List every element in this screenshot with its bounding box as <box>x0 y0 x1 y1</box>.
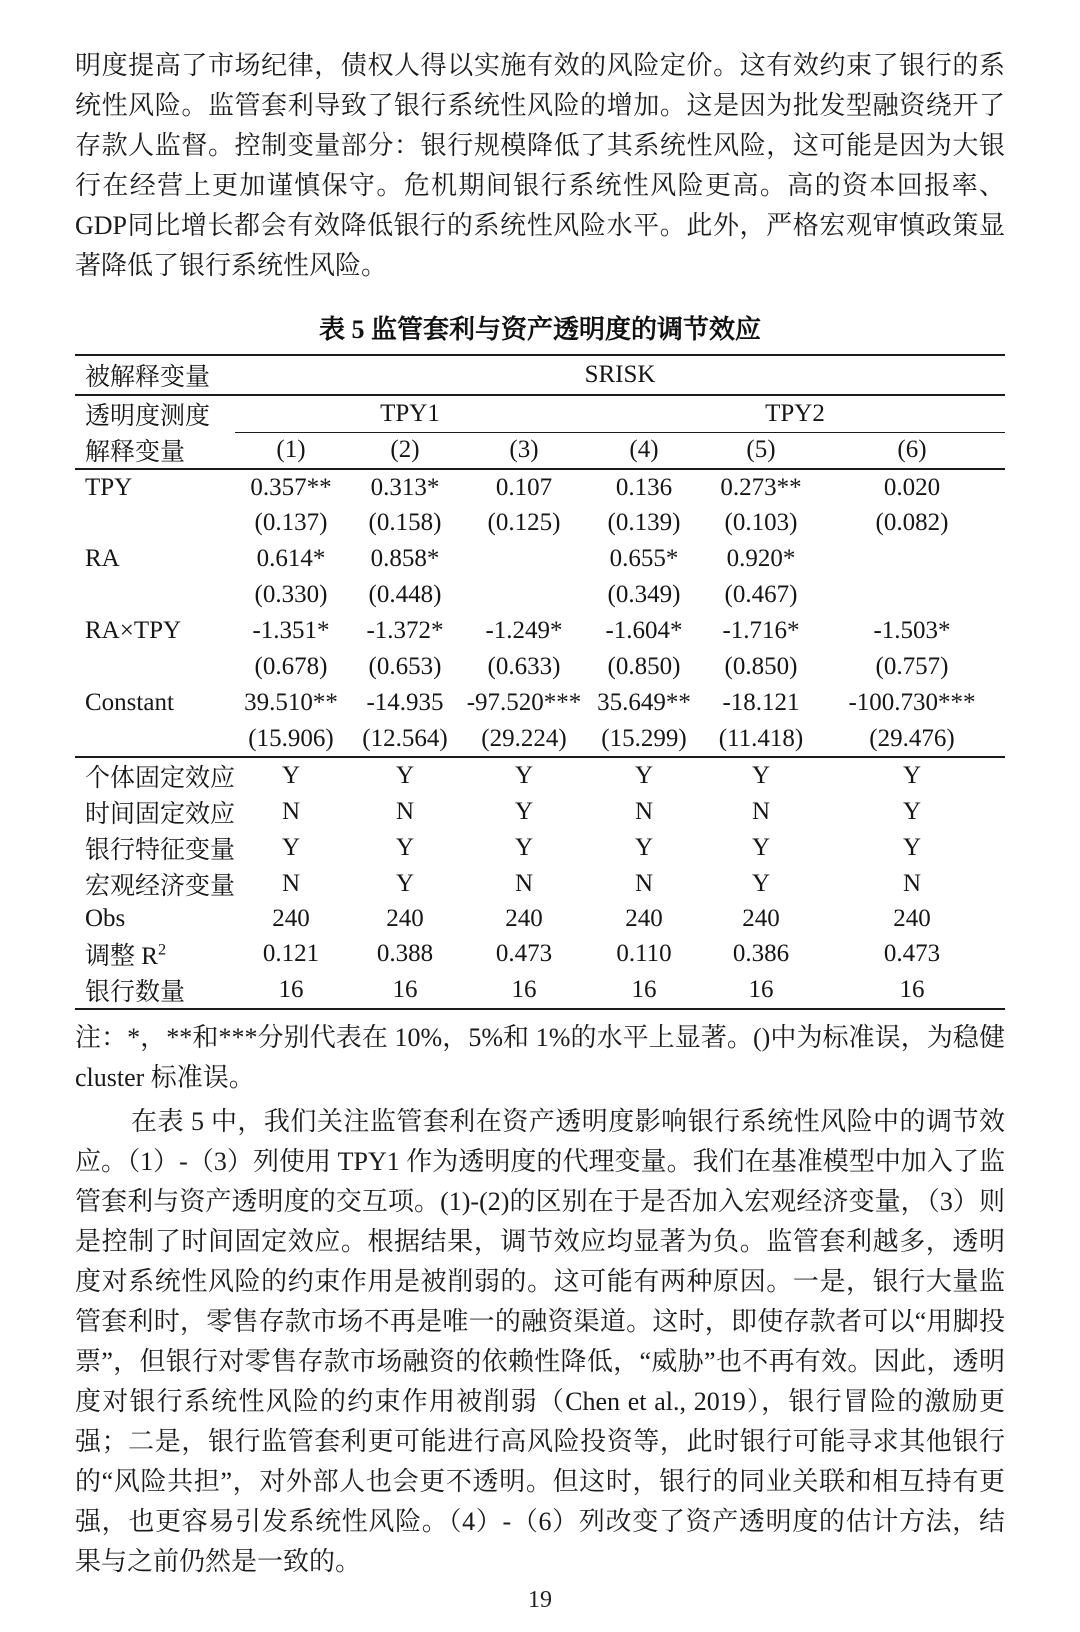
spec-cell: 240 <box>742 905 780 932</box>
stderr-cell <box>463 577 585 613</box>
stderr-cell: (0.653) <box>368 653 442 680</box>
row-label: RA×TPY <box>85 617 182 644</box>
stderr-cell: (0.467) <box>724 581 798 608</box>
stderr-cell: (0.349) <box>607 581 681 608</box>
spec-cell: N <box>634 870 654 897</box>
spec-cell: 240 <box>505 905 543 932</box>
spec-cell: 16 <box>748 976 774 1003</box>
coefficient-cell: -1.249* <box>485 617 563 644</box>
dependent-var-value: SRISK <box>235 355 1005 395</box>
measure-group-tpy2: TPY2 <box>585 395 1005 432</box>
stderr-cell: (0.678) <box>254 653 328 680</box>
coefficient-cell: -1.503* <box>873 617 951 644</box>
coefficient-cell: 0.313* <box>370 473 440 501</box>
coefficient-cell: 0.920* <box>726 545 796 572</box>
measure-label: 透明度测度 <box>85 403 211 430</box>
stderr-cell: (0.103) <box>724 509 798 536</box>
column-header: (1) <box>235 432 347 469</box>
coefficient-cell <box>819 541 1005 577</box>
column-header: (6) <box>819 432 1005 469</box>
stderr-cell: (0.330) <box>254 581 328 608</box>
stderr-cell: (0.139) <box>607 509 681 536</box>
coefficient-cell: 0.020 <box>883 473 941 501</box>
spec-cell: Y <box>514 834 534 861</box>
coefficient-cell: 0.858* <box>370 545 440 572</box>
stderr-row <box>75 721 1005 757</box>
spec-cell: 0.388 <box>376 940 434 967</box>
stderr-cell: (15.906) <box>248 724 334 752</box>
spec-cell: Y <box>395 870 415 897</box>
spec-row <box>75 866 1005 902</box>
row-label: 银行数量 <box>85 979 186 1006</box>
spec-cell: N <box>634 798 654 825</box>
spec-cell: 0.110 <box>616 940 672 967</box>
table-body <box>75 469 1005 1009</box>
stderr-cell <box>819 577 1005 613</box>
stderr-cell: (0.850) <box>607 653 681 680</box>
coefficient-cell: 0.357** <box>250 473 332 501</box>
spec-cell: 240 <box>272 905 310 932</box>
spec-row <box>75 830 1005 866</box>
column-header: (5) <box>703 432 819 469</box>
spec-cell: 0.473 <box>883 940 941 967</box>
row-label: Constant <box>85 689 174 716</box>
row-label: 调整 $R^2$ <box>85 940 167 970</box>
spec-cell: Y <box>235 757 347 794</box>
row-label <box>75 577 235 613</box>
coefficient-row <box>75 541 1005 577</box>
spec-cell: 0.386 <box>732 940 790 967</box>
coefficient-cell: -100.730*** <box>848 689 976 716</box>
coefficient-cell: -1.372* <box>366 617 444 644</box>
row-label: 宏观经济变量 <box>85 873 236 900</box>
stderr-cell: (15.299) <box>601 724 687 752</box>
spec-cell: 240 <box>893 905 931 932</box>
row-label <box>75 721 235 757</box>
coefficient-cell: 39.510** <box>244 689 338 716</box>
spec-cell: 16 <box>631 976 657 1003</box>
coefficient-cell: -18.121 <box>722 689 800 716</box>
spec-cell: 16 <box>511 976 537 1003</box>
spec-cell: Y <box>703 757 819 794</box>
coefficient-cell: 0.273** <box>720 473 802 501</box>
table-header-measure-row <box>75 395 1005 432</box>
column-header: (4) <box>585 432 703 469</box>
spec-cell: N <box>902 870 922 897</box>
coefficient-row <box>75 685 1005 721</box>
dependent-var-label: 被解释变量 <box>75 355 235 395</box>
spec-cell: Y <box>902 798 922 825</box>
spec-cell: 16 <box>392 976 418 1003</box>
stderr-cell: (0.137) <box>254 509 328 536</box>
spec-cell: 0.121 <box>262 940 320 967</box>
column-header: (2) <box>347 432 463 469</box>
spec-cell: Y <box>819 757 1005 794</box>
spec-row <box>75 794 1005 830</box>
coefficient-cell: 0.614* <box>256 545 326 572</box>
table-header-columns-row <box>75 432 1005 469</box>
spec-cell: Y <box>585 757 703 794</box>
stderr-cell: (0.448) <box>368 581 442 608</box>
spec-cell: N <box>751 798 771 825</box>
row-label: 银行特征变量 <box>85 837 236 864</box>
row-label: Obs <box>85 905 126 932</box>
coefficient-cell: -1.604* <box>605 617 683 644</box>
spec-row <box>75 972 1005 1009</box>
row-label: 个体固定效应 <box>75 757 235 794</box>
stderr-cell: (0.850) <box>724 653 798 680</box>
stderr-row <box>75 505 1005 541</box>
stderr-cell: (0.125) <box>487 509 561 536</box>
paragraph-top: 明度提高了市场纪律，债权人得以实施有效的风险定价。这有效约束了银行的系统性风险。监管套利导致了银行系统性风险的增加。这是因为批发型融资绕开了存款人监督。控制变量部分：银行规模降低了其系统性风险，这可能是因为大银行在经营上更加谨慎保守。危机期间银行系统性风险更高。高的资本回报率、GDP同比增长都会有效降低银行的系统性风险水平。此外，严格宏观审慎政策显著降低了银行系统性风险。 <box>75 51 1005 280</box>
stderr-cell: (0.757) <box>875 653 949 680</box>
spec-cell: 16 <box>899 976 925 1003</box>
spec-cell: N <box>281 798 301 825</box>
stderr-cell: (0.082) <box>875 509 949 536</box>
stderr-cell: (11.418) <box>718 724 804 752</box>
coefficient-cell: -97.520*** <box>466 689 582 716</box>
coefficient-cell: 0.107 <box>495 473 553 501</box>
row-label <box>75 505 235 541</box>
coefficient-cell <box>463 541 585 577</box>
spec-cell: Y <box>751 870 771 897</box>
stderr-cell: (12.564) <box>362 724 448 752</box>
spec-cell: Y <box>634 834 654 861</box>
stderr-row <box>75 577 1005 613</box>
spec-cell: 240 <box>386 905 424 932</box>
coefficient-cell: -1.716* <box>722 617 800 644</box>
stderr-cell: (0.633) <box>487 653 561 680</box>
coefficient-cell: 35.649** <box>597 689 691 716</box>
paragraph-discussion: 在表 5 中，我们关注监管套利在资产透明度影响银行系统性风险中的调节效应。（1）-（3）列使用 TPY1 作为透明度的代理变量。我们在基准模型中加入了监管套利与资产透明度的交互项。(1)-(2)的区别在于是否加入宏观经济变量，（3）则是控制了时间固定效应。根据结果，调节效应均显著为负。监管套利越多，透明度对系统性风险的约束作用是被削弱的。这可能有两种原因。一是，银行大量监管套利时，零售存款市场不再是唯一的融资渠道。这时，即使存款者可以“用脚投票”，但银行对零售存款市场融资的依赖性降低，“威胁”也不再有效。因此，透明度对银行系统性风险的约束作用被削弱（Chen et al., 2019），银行冒险的激励更强；二是，银行监管套利更可能进行高风险投资等，此时银行可能寻求其他银行的“风险共担”，对外部人也会更不透明。但这时，银行的同业关联和相互持有更强，也更容易引发系统性风险。（4）-（6）列改变了资产透明度的估计方法，结果与之前仍然是一致的。 <box>75 1107 1005 1576</box>
spec-cell: N <box>514 870 534 897</box>
spec-cell: 16 <box>278 976 304 1003</box>
spec-cell: Y <box>395 834 415 861</box>
explanatory-var-label: 解释变量 <box>75 432 235 469</box>
coefficient-cell: -14.935 <box>366 689 444 716</box>
spec-cell: Y <box>902 834 922 861</box>
spec-cell: 0.473 <box>495 940 553 967</box>
coefficient-cell: 0.136 <box>615 473 673 501</box>
spec-cell: 240 <box>625 905 663 932</box>
spec-cell: N <box>281 870 301 897</box>
coefficient-cell: 0.655* <box>609 545 679 572</box>
regression-table <box>75 354 1005 1010</box>
spec-cell: Y <box>347 757 463 794</box>
table-title: 表 5 监管套利与资产透明度的调节效应 <box>318 315 761 344</box>
column-header: (3) <box>463 432 585 469</box>
page-number: 19 <box>528 1587 552 1613</box>
spec-cell: Y <box>514 798 534 825</box>
stderr-cell: (29.224) <box>481 724 567 752</box>
coefficient-row <box>75 613 1005 649</box>
coefficient-cell: -1.351* <box>252 617 330 644</box>
spec-cell: N <box>395 798 415 825</box>
stderr-row <box>75 649 1005 685</box>
spec-cell: Y <box>463 757 585 794</box>
spec-row <box>75 936 1005 972</box>
table-header-dependent-row <box>75 355 1005 395</box>
spec-cell: Y <box>281 834 301 861</box>
coefficient-row <box>75 469 1005 505</box>
measure-group-tpy1: TPY1 <box>235 395 585 432</box>
spec-cell: Y <box>751 834 771 861</box>
row-label: 时间固定效应 <box>85 801 236 828</box>
table-note: 注：*，**和***分别代表在 10%，5%和 1%的水平上显著。()中为标准误，为稳健 cluster 标准误。 <box>75 1023 1005 1092</box>
row-label: RA <box>85 545 120 572</box>
stderr-cell: (29.476) <box>869 724 955 752</box>
row-label: TPY <box>85 473 133 501</box>
spec-row <box>75 757 1005 794</box>
stderr-cell: (0.158) <box>368 509 442 536</box>
row-label <box>75 649 235 685</box>
spec-row <box>75 902 1005 936</box>
